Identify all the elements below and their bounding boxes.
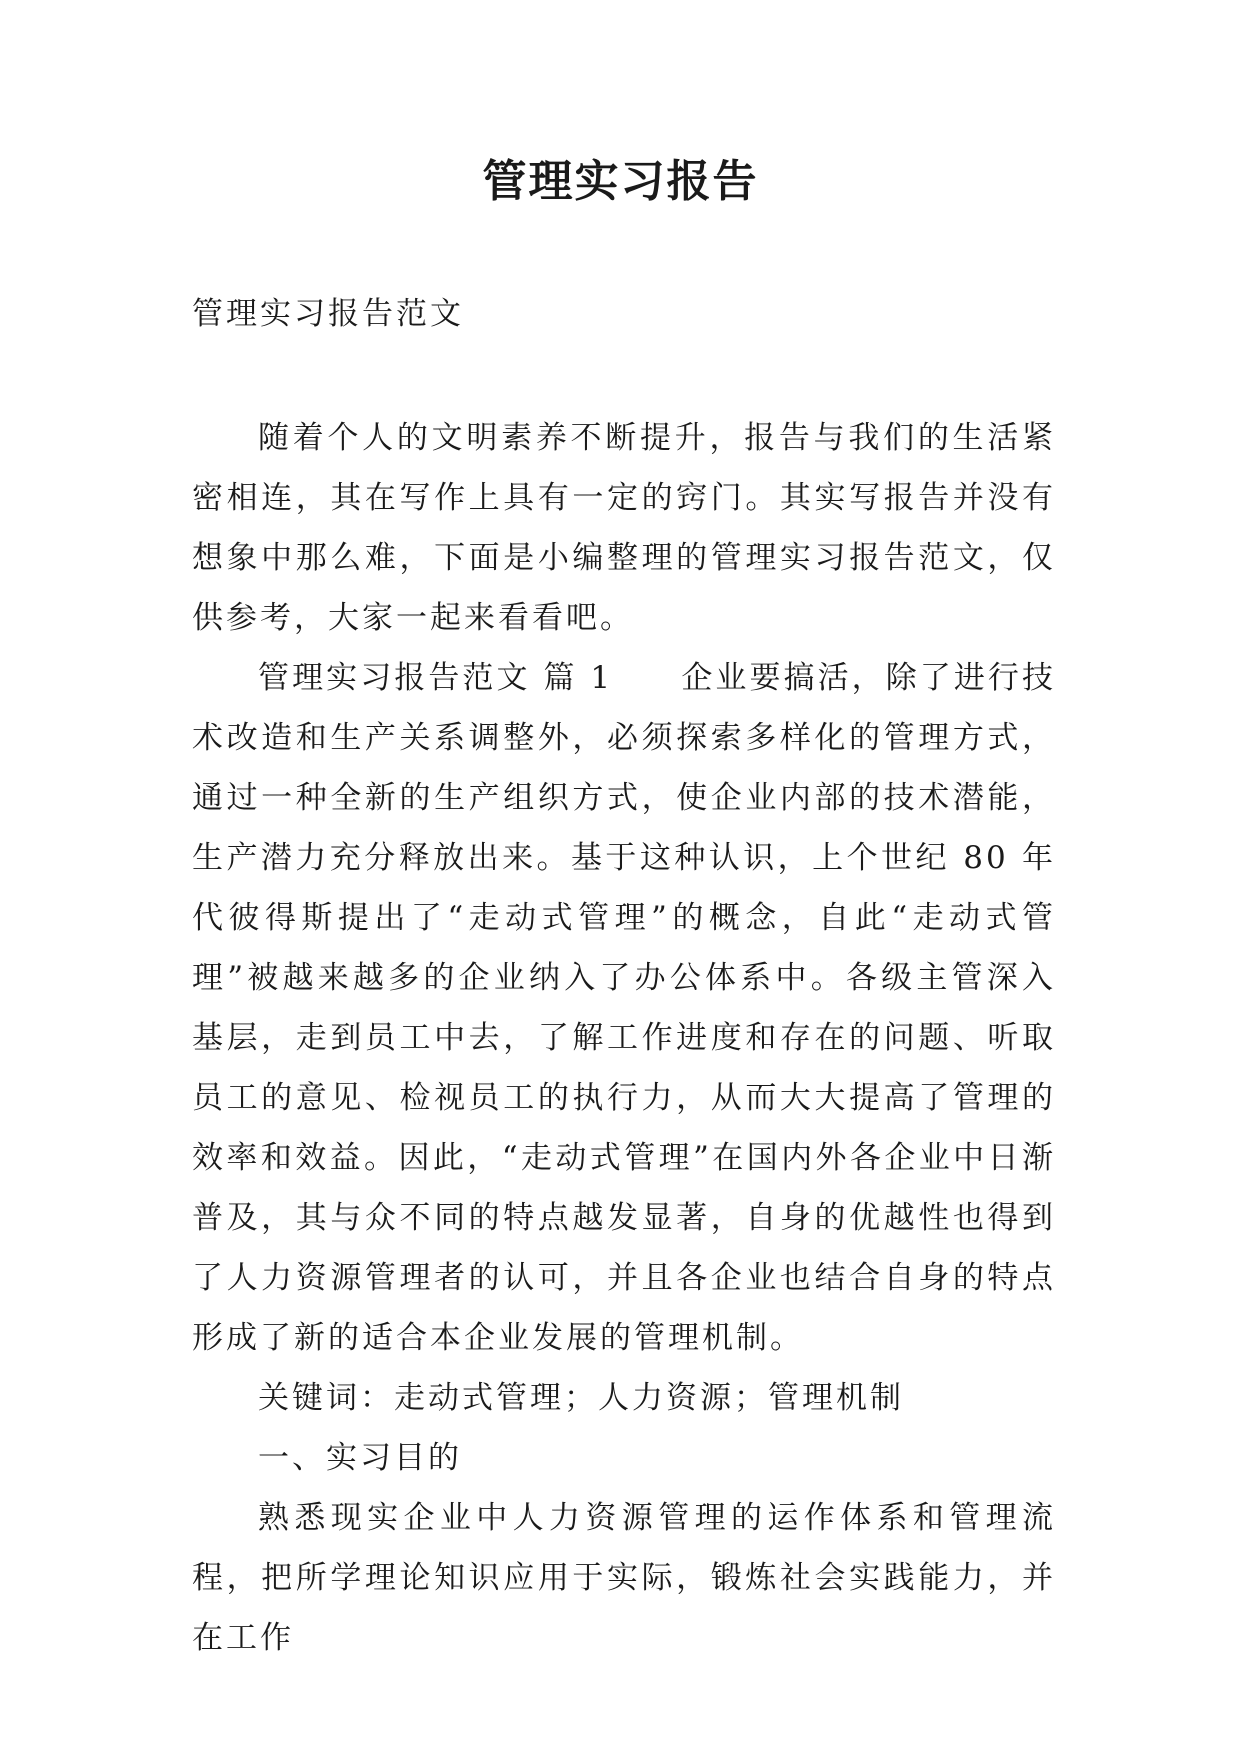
document-title: 管理实习报告 [482,156,759,207]
purpose-paragraph: 熟悉现实企业中人力资源管理的运作体系和管理流程，把所学理论知识应用于实际，锻炼社会实践能力，并在工作 [192,1500,1056,1656]
keywords-line: 关键词：走动式管理；人力资源；管理机制 [258,1380,904,1416]
section-paragraph: 管理实习报告范文 篇 1 企业要搞活，除了进行技术改造和生产关系调整外，必须探索多样化的管理方式，通过一种全新的生产组织方式，使企业内部的技术潜能，生产潜力充分释放出来。基于这种认识，上个世纪 80 年代彼得斯提出了“走动式管理”的概念，自此“走动式管理”被越来越多的企业纳入了办公体系中。各级主管深入基层，走到员工中去，了解工作进度和存在的问题、听取员工的意见、检视员工的执行力，从而大大提高了管理的效率和效益。因此，“走动式管理”在国内外各企业中日渐普及，其与众不同的特点越发显著，自身的优越性也得到了人力资源管理者的认可，并且各企业也结合自身的特点形成了新的适合本企业发展的管理机制。 [192,660,1056,1356]
document-subtitle: 管理实习报告范文 [192,296,464,332]
section-heading: 一、实习目的 [258,1440,462,1476]
document-body [192,408,1056,1668]
intro-paragraph: 随着个人的文明素养不断提升，报告与我们的生活紧密相连，其在写作上具有一定的窍门。其实写报告并没有想象中那么难，下面是小编整理的管理实习报告范文，仅供参考，大家一起来看看吧。 [192,420,1056,636]
